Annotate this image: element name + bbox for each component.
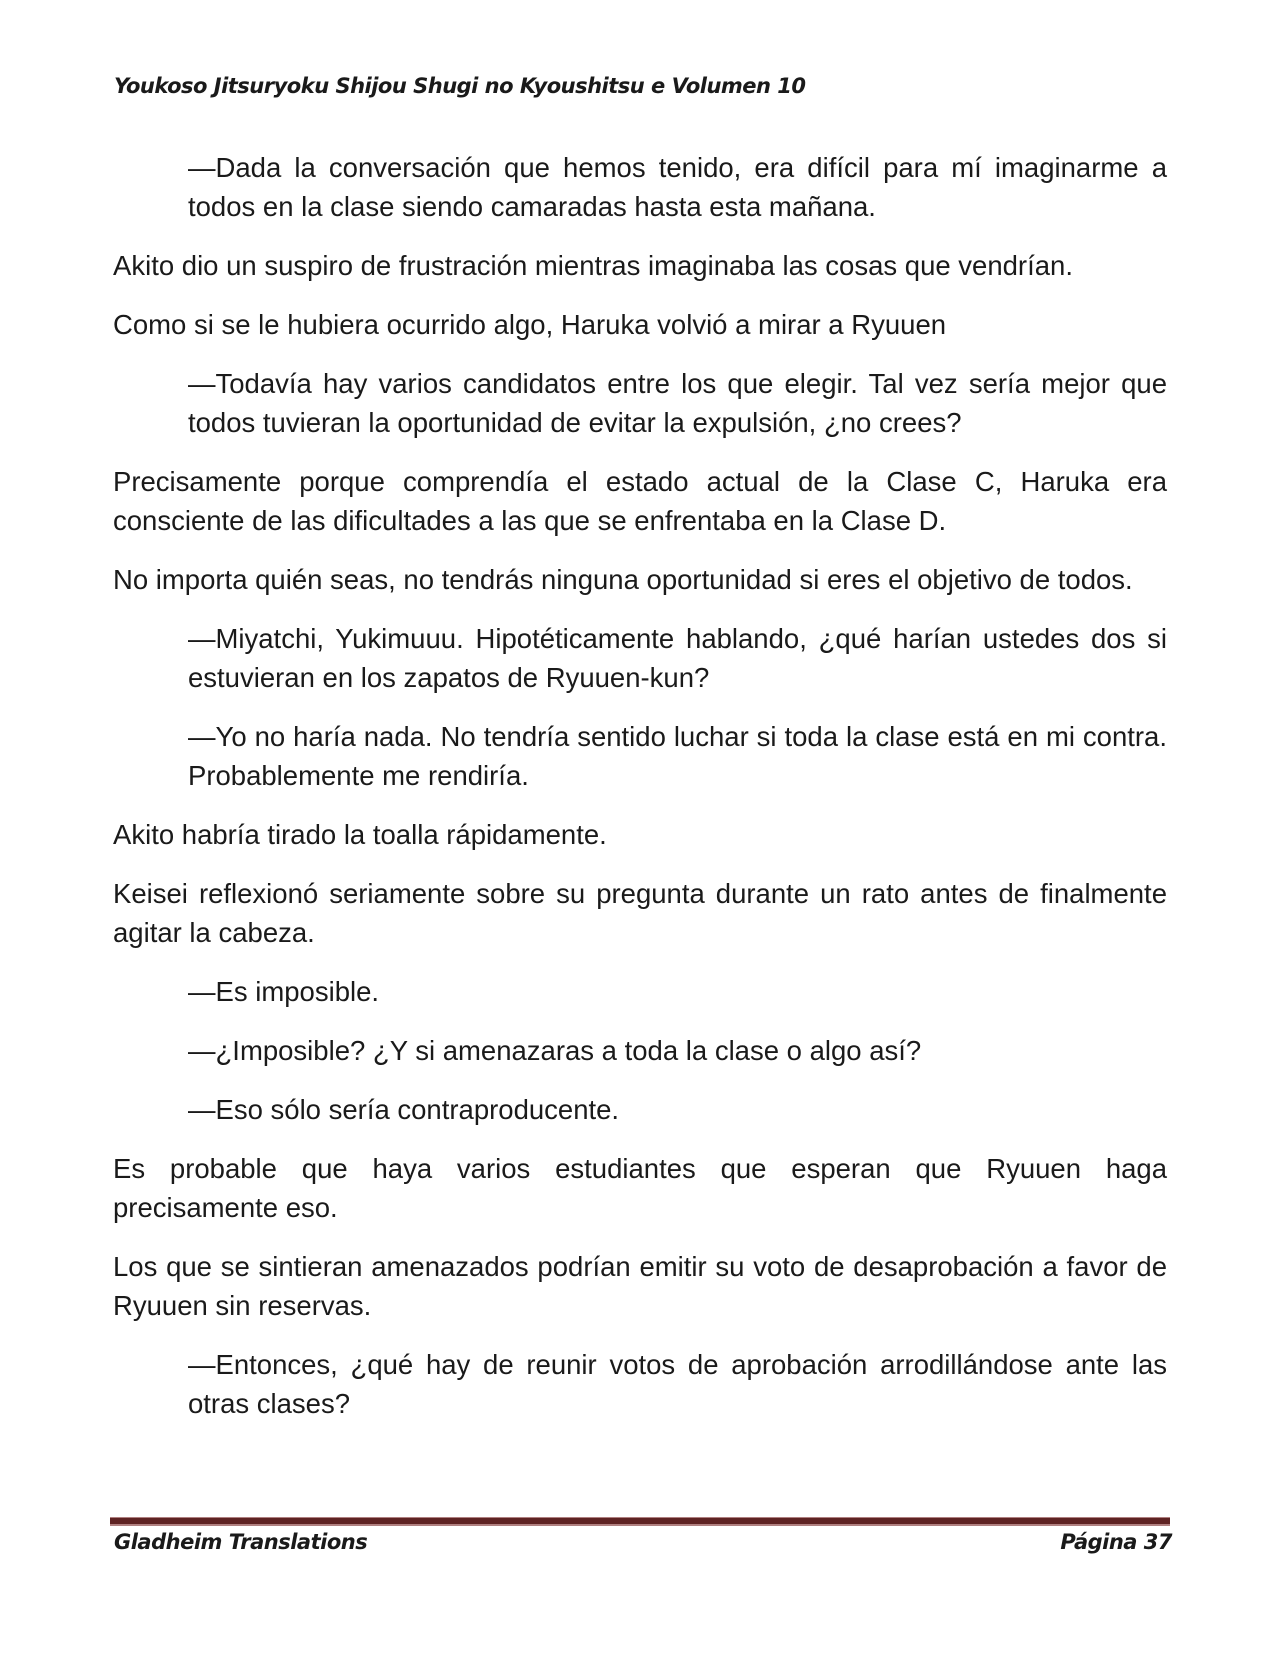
narration-paragraph: Los que se sintieran amenazados podrían emitir su voto de desaprobación a favor de Ryuuen sin reservas.	[113, 1251, 1167, 1321]
dialogue-paragraph: —¿Imposible? ¿Y si amenazaras a toda la clase o algo así?	[188, 1035, 922, 1066]
narration-paragraph: Keisei reflexionó seriamente sobre su pregunta durante un rato antes de finalmente agitar la cabeza.	[113, 878, 1167, 948]
narration-paragraph: Akito habría tirado la toalla rápidamente.	[113, 819, 607, 850]
running-header: Youkoso Jitsuryoku Shijou Shugi no Kyoushitsu e Volumen 10	[114, 74, 806, 98]
dialogue-paragraph: —Miyatchi, Yukimuuu. Hipotéticamente hablando, ¿qué harían ustedes dos si estuvieran en los zapatos de Ryuuen-kun?	[188, 623, 1167, 693]
narration-paragraph: Precisamente porque comprendía el estado actual de la Clase C, Haruka era consciente de las dificultades a las que se enfrentaba en la Clase D.	[113, 466, 1167, 536]
dialogue-paragraph: —Yo no haría nada. No tendría sentido luchar si toda la clase está en mi contra. Probablemente me rendiría.	[188, 721, 1167, 791]
narration-paragraph: Es probable que haya varios estudiantes que esperan que Ryuuen haga precisamente eso.	[113, 1153, 1167, 1223]
footer-page-number: Página 37	[1060, 1530, 1172, 1554]
narration-paragraph: Como si se le hubiera ocurrido algo, Haruka volvió a mirar a Ryuuen	[113, 309, 947, 340]
footer-rule	[110, 1517, 1170, 1526]
narration-paragraph: Akito dio un suspiro de frustración mientras imaginaba las cosas que vendrían.	[113, 250, 1073, 281]
dialogue-paragraph: —Todavía hay varios candidatos entre los que elegir. Tal vez sería mejor que todos tuvieran la oportunidad de evitar la expulsión, ¿no crees?	[188, 368, 1167, 438]
dialogue-paragraph: —Es imposible.	[188, 976, 380, 1007]
footer-translator: Gladheim Translations	[114, 1530, 368, 1554]
page-body	[113, 148, 1167, 1443]
narration-paragraph: No importa quién seas, no tendrás ninguna oportunidad si eres el objetivo de todos.	[113, 564, 1133, 595]
dialogue-paragraph: —Dada la conversación que hemos tenido, era difícil para mí imaginarme a todos en la clase siendo camaradas hasta esta mañana.	[188, 152, 1167, 222]
dialogue-paragraph: —Eso sólo sería contraproducente.	[188, 1094, 620, 1125]
dialogue-paragraph: —Entonces, ¿qué hay de reunir votos de aprobación arrodillándose ante las otras clases?	[188, 1349, 1167, 1419]
